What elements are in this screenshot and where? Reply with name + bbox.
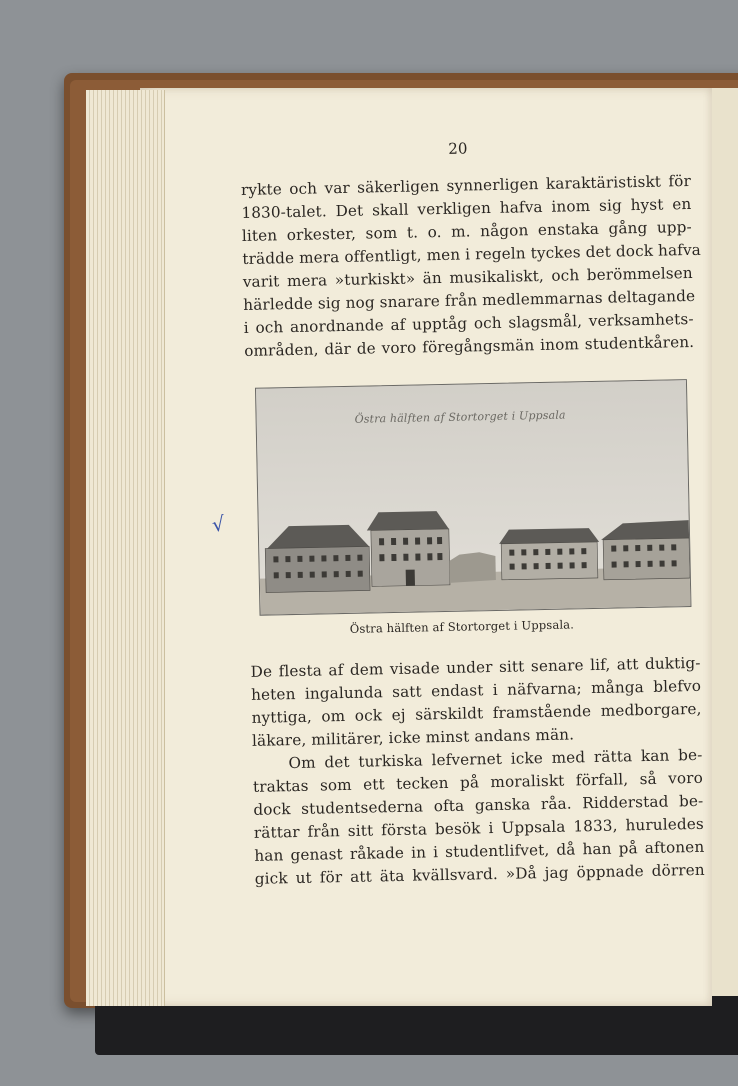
engraving-illustration (256, 380, 690, 615)
page-content (240, 131, 715, 900)
text-line: i och anordnande af upptåg och slagsmål, verksamhets- (243, 309, 694, 337)
text-line: rättar från sitt första besök i Uppsala 1833, huruledes (253, 814, 704, 842)
text-line: nyttiga, om ock ej särskildt framstående medborgare, (251, 699, 702, 727)
handwritten-inscription: Östra hälften af Stortorget i Uppsala (354, 408, 566, 426)
text-line: gick ut för att äta kvällsvard. »Då jag öppnade dörren (254, 860, 705, 888)
engraving-stortorget (255, 379, 691, 616)
text-line: 1830-talet. Det skall verkligen hafva inom sig hyst en (241, 194, 692, 222)
text-line: läkare, militärer, icke minst andans män. (251, 725, 575, 750)
figure-caption: Östra hälften af Stortorget i Uppsala. (349, 617, 575, 636)
text-line: han genast råkade in i studentlifvet, då han på aftonen (254, 837, 705, 865)
text-line: områden, där de voro föregångsmän inom studentkåren. (244, 332, 695, 360)
text-line: traktas som ett tecken på moraliskt förfall, så voro (252, 768, 704, 796)
text-line: Om det turkiska lefvernet icke med rätta kan be- (288, 745, 703, 773)
pencil-checkmark: √ (210, 511, 227, 537)
text-line: varit mera »turkiskt» än musikaliskt, och berömmelsen (242, 263, 693, 291)
text-line: rykte och var säkerligen synnerligen karaktäristiskt för (240, 171, 692, 199)
text-line: trädde mera offentligt, men i regeln tyckes det dock hafva (242, 240, 702, 268)
page-number: 20 (448, 139, 468, 158)
text-line: dock studentsederna ofta ganska råa. Ridderstad be- (253, 791, 704, 819)
text-line: liten orkester, som t. o. m. någon enstaka gång upp- (241, 217, 693, 245)
text-line: heten ingalunda satt endast i näfvarna; många blefvo (250, 676, 702, 704)
text-line: härledde sig nog snarare från medlemmarnas deltagande (243, 286, 696, 314)
text-line: De flesta af dem visade under sitt senare lif, att duktig- (250, 653, 701, 681)
page-edges (86, 90, 165, 1006)
